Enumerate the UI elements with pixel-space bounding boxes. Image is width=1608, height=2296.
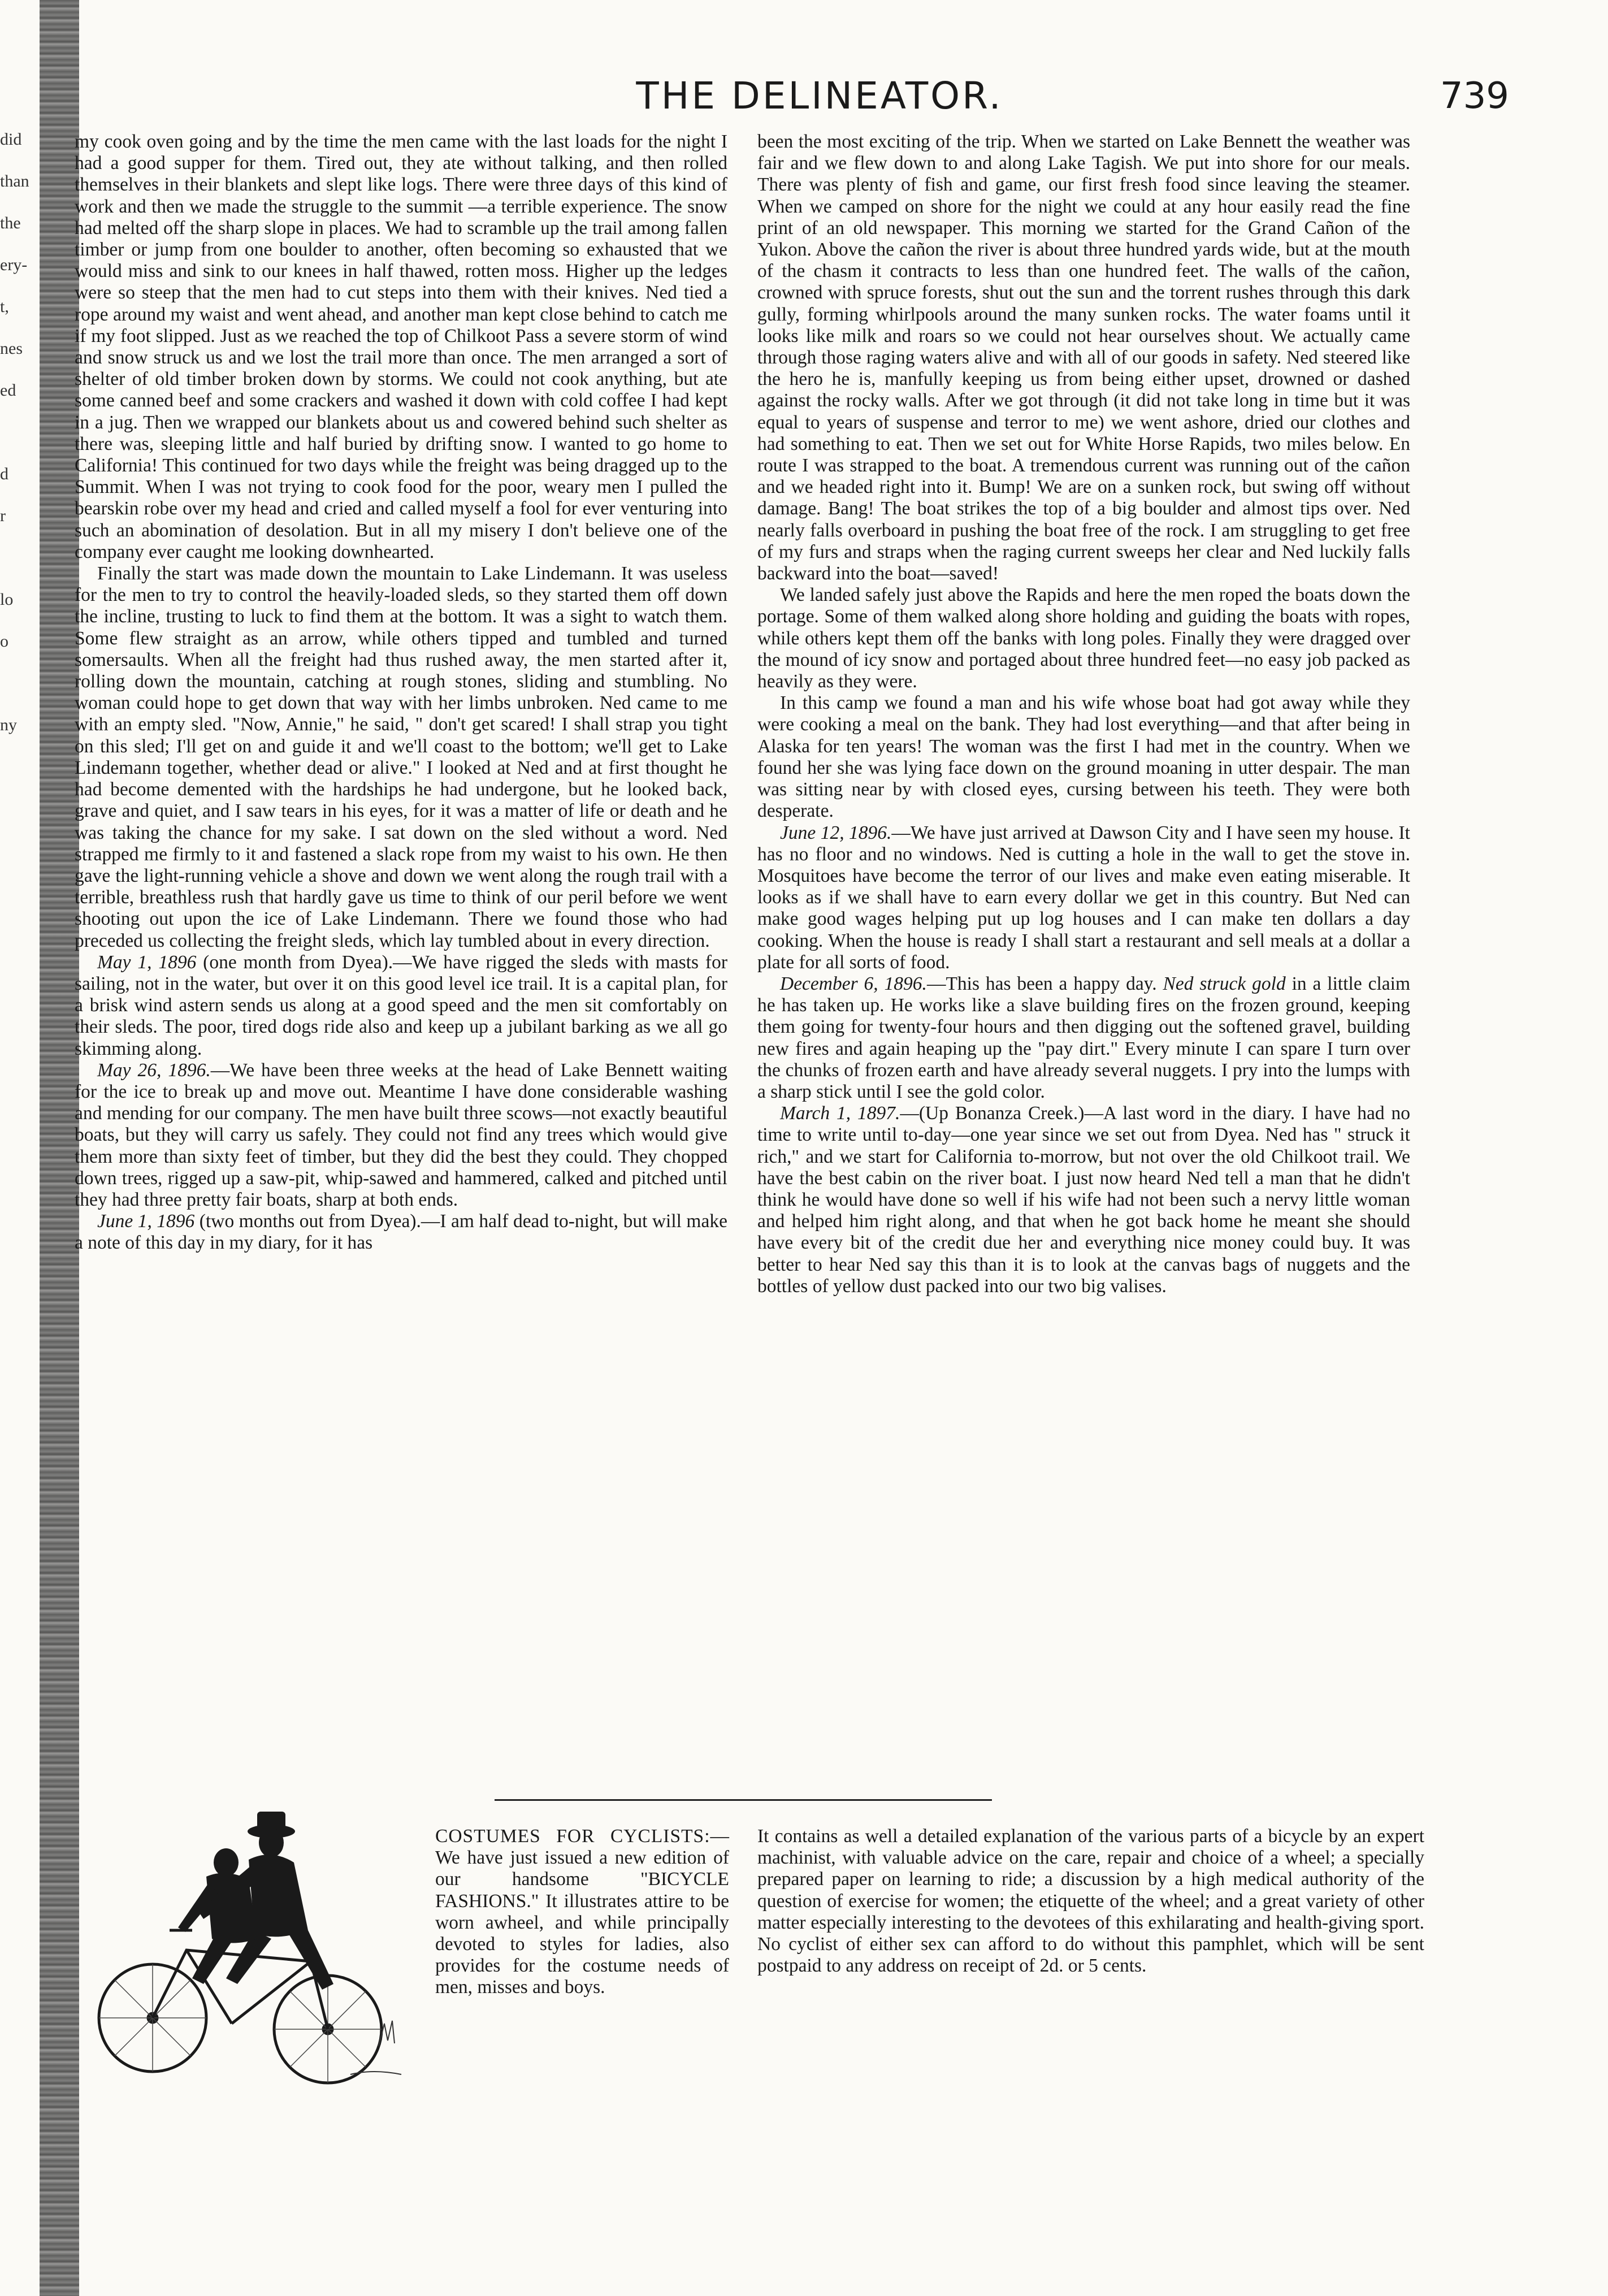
entry-text: (two months out from Dyea).—I am half dead to-night, but will make a note of this day in my diary, for it has xyxy=(75,1211,727,1254)
margin-fragment: ery- xyxy=(0,255,28,274)
margin-fragment: t, xyxy=(0,297,9,316)
margin-fragment: d xyxy=(0,465,8,483)
margin-fragment: lo xyxy=(0,590,14,609)
margin-fragment: the xyxy=(0,214,21,232)
diary-entry xyxy=(757,1103,1410,1297)
entry-text: in a little claim he has taken up. He works like a slave building fires on the frozen ground, keeping them going for twenty-four hours and then digging out the softened gravel, building new fires and again heaping up the "pay dirt." Every minute I can spare I turn over the chunks of frozen earth and have already several nuggets. I pry into the lumps with a sharp stick until I see the gold color. xyxy=(757,973,1410,1102)
margin-fragment: o xyxy=(0,632,8,651)
entry-emphasis: Ned struck gold xyxy=(1163,973,1286,994)
margin-fragment: than xyxy=(0,172,29,190)
entry-date: May 1, 1896 xyxy=(97,951,197,973)
advert-paragraph: It contains as well a detailed explanation of the various parts of a bicycle by an expert machinist, with valuable advice on the care, repair and choice of a wheel; a specially prepared paper on learning to ride; a discussion by a high medical authority of the question of exercise for women; the etiquette of the wheel; and a great variety of other matter especially interesting to the devotees of this exhilarating and health-giving sport. No cyclist of either sex can afford to do without this pamphlet, which will be sent postpaid to any address on receipt of 2d. or 5 cents. xyxy=(757,1826,1424,1977)
entry-date: June 1, 1896 xyxy=(97,1211,195,1232)
page-binding-edge xyxy=(40,0,79,2296)
diary-entry xyxy=(757,822,1410,973)
diary-entry xyxy=(75,952,727,1060)
paragraph: We landed safely just above the Rapids and here the men roped the boats down the portage. Some of them walked along shore holding and guiding the boats with ropes, while others kept them off the banks with long poles. Finally they were dragged over the mound of icy snow and portaged about three hundred feet—no easy job packed as heavily as they were. xyxy=(757,584,1410,692)
entry-text: —We have just arrived at Dawson City and I have seen my house. It has no floor and no windows. Ned is cutting a hole in the wall to get the stove in. Mosquitoes have become the terror of our lives and make even eating miserable. It looks as if we shall have to earn every dollar we get in this country. But Ned can make good wages helping put up log houses and I can make ten dollars a day cooking. When the house is ready I shall start a restaurant and sell meals at a dollar a plate for all sorts of food. xyxy=(757,822,1410,973)
diary-entry xyxy=(75,1211,727,1254)
entry-date: May 26, 1896. xyxy=(97,1059,211,1081)
previous-page-margin xyxy=(0,130,37,799)
margin-fragment xyxy=(0,757,37,777)
diary-entry xyxy=(757,973,1410,1103)
left-column xyxy=(75,131,727,1254)
advert-column-left xyxy=(435,1826,729,1999)
advert-column-right xyxy=(757,1826,1424,1977)
page-number: 739 xyxy=(1440,75,1509,117)
entry-text: —This has been a happy day. xyxy=(926,973,1163,994)
margin-fragment: ny xyxy=(0,716,17,734)
margin-fragment: did xyxy=(0,130,22,149)
paragraph: Finally the start was made down the mountain to Lake Lindemann. It was useless for the men to try to control the heavily-loaded sleds, so they started them off down the incline, trusting to luck to find them at the bottom. It was a sight to watch them. Some flew straight as an arrow, while others tipped and tumbled and turned somersaults. When all the freight had thus rushed away, the men started after it, rolling down the mountain, catching at rough stones, sliding and stumbling. No woman could hope to get down that way with her limbs unbroken. Ned came to me with an empty sled. "Now, Annie," he said, " don't get scared! I shall strap you tight on this sled; I'll get on and guide it and we'll coast to the bottom; we'll get to Lake Lindemann together, whether dead or alive." I looked at Ned and at first thought he had become demented with the hardships he had undergone, but he looked back, grave and quiet, and I saw tears in his eyes, for it was a matter of life or death and he was taking the chance for my sake. I sat down on the sled without a word. Ned strapped me firmly to it and fastened a slack rope from my waist to his own. He then gave the light-running vehicle a shove and down we went along the rough trail with a terrible, breathless rush that hardly gave us time to think of our peril before we went shooting out upon the ice of Lake Lindemann. There we found those who had preceded us collecting the freight sleds, which lay tumbled about in every direction. xyxy=(75,563,727,951)
entry-date: June 12, 1896. xyxy=(780,822,892,843)
paragraph: been the most exciting of the trip. When we started on Lake Bennett the weather was fair and we flew down to and along Lake Tagish. We put into shore for our meals. There was plenty of fish and game, our first fresh food since leaving the steamer. When we camped on shore for the night we could at any hour easily read the fine print of an old newspaper. This morning we started for the Grand Cañon of the Yukon. Above the cañon the river is about three hundred yards wide, but at the mouth of the chasm it contracts to less than one hundred feet. The walls of the cañon, crowned with spruce forests, shut out the sun and the torrent rushes through this dark gully, forming whirlpools around the many sunken rocks. The water foams until it looks like milk and roars so we could not hear ourselves shout. We actually came through those raging waters alive and with all of our goods in safety. Ned steered like the hero he is, manfully keeping us from being either upset, drowned or dashed against the rocky walls. After we got through (it did not take long in time but it was equal to years of suspense and terror to me) we went ashore, dried our clothes and had something to eat. Then we set out for White Horse Rapids, two miles below. En route I was strapped to the boat. A tremendous current was running out of the cañon and we headed right into it. Bump! We are on a sunken rock, but swing off without damage. Bang! The boat strikes the top of a big boulder and almost tips over. Ned nearly falls overboard in pushing the boat free of the rock. I am struggling to get free of my furs and straps when the raging current sweeps her clear and Ned luckily falls backward into the boat—saved! xyxy=(757,131,1410,584)
magazine-title: THE DELINEATOR. xyxy=(636,74,1003,118)
paragraph: my cook oven going and by the time the men came with the last loads for the night I had a good supper for them. Tired out, they ate without talking, and then rolled themselves in their blankets and slept like logs. There were three days of this kind of work and then we made the struggle to the summit —a terrible experience. The snow had melted off the sharp slope in places. We had to scramble up the trail among fallen timber or jump from one boulder to another, often becoming so exhausted that we would miss and sink to our knees in half thawed, rotten moss. Higher up the ledges were so steep that the men had to cut steps into them with their knives. Ned tied a rope around my waist and went ahead, and another man kept close behind to catch me if my foot slipped. Just as we reached the top of Chilkoot Pass a severe storm of wind and snow struck us and we lost the trail more than once. The men arranged a sort of shelter of old timber broken down by storms. We could not cook anything, but ate some canned beef and some crackers and washed it down with cold coffee I had kept in a jug. Then we wrapped our blankets about us and cowered behind such shelter as there was, sleeping little and half buried by drifting snow. I wanted to go home to California! This continued for two days while the freight was being dragged up to the Summit. When I was not trying to cook food for the poor, weary men I pulled the bearskin robe over my head and cried and called myself a fool for ever venturing into such an abomination of desolation. But in all my misery I don't believe one of the company ever caught me looking downhearted. xyxy=(75,131,727,562)
margin-fragment: ed xyxy=(0,381,16,400)
advert-paragraph xyxy=(435,1826,729,1999)
margin-fragment xyxy=(0,548,37,567)
entry-text: —(Up Bonanza Creek.)—A last word in the diary. I have had no time to write until to-day—one year since we set out from Dyea. Ned has " struck it rich," and we start for California to-morrow, but not over the old Chilkoot trail. We have the best cabin on the river boat. I just now heard Ned tell a man that he didn't think he would have done so well if his wife had not been such a nervy little woman and helped him right along, and that when he got back home he meant she should have every bit of the credit due her and everything nice money could buy. It was better to hear Ned say this than it is to look at the canvas bags of nuggets and the bottles of yellow dust packed into our two big valises. xyxy=(757,1103,1410,1297)
tandem-bicycle-illustration xyxy=(85,1809,418,2091)
paragraph: In this camp we found a man and his wife whose boat had got away while they were cooking a meal on the bank. They had lost everything—and that after being in Alaska for ten years! The woman was the first I had met in the country. When we found her she was lying face down on the ground moaning in utter despair. The man was sitting near by with closed eyes, cursing between his teeth. They were both desperate. xyxy=(757,692,1410,822)
margin-fragment xyxy=(0,423,37,442)
right-column xyxy=(757,131,1410,1297)
diary-entry xyxy=(75,1060,727,1211)
margin-fragment xyxy=(0,674,37,693)
entry-text: (one month from Dyea).—We have rigged the sleds with masts for sailing, not in the water, but over it on this good level ice trail. It is a capital plan, for a brisk wind astern sends us along at a good speed and the men sit comfortably on their sleds. The poor, tired dogs ride also and keep up a jubilant barking as we all go skimming along. xyxy=(75,951,727,1059)
margin-fragment: nes xyxy=(0,339,23,358)
advert-heading: COSTUMES FOR CYCLISTS: xyxy=(435,1826,710,1847)
entry-text: —We have been three weeks at the head of Lake Bennett waiting for the ice to break up and move out. Meantime I have done considerable washing and mending for our company. The men have built three scows—not exactly beautiful boats, but they will carry us safely. They could not find any trees which would give them more than sixty feet of timber, but they did the best they could. They chopped down trees, rigged up a saw-pit, whip-sawed and hammered, calked and pitched until they had three pretty fair boats, sharp at both ends. xyxy=(75,1059,727,1210)
entry-date: March 1, 1897. xyxy=(780,1103,900,1124)
entry-date: December 6, 1896. xyxy=(780,973,927,994)
page-header xyxy=(85,73,1554,124)
advert-text: —We have just issued a new edition of our handsome "BICYCLE FASHIONS." It illustrates attire to be worn awheel, and while principally devoted to styles for ladies, also provides for the costume needs of men, misses and boys. xyxy=(435,1826,729,1998)
section-divider xyxy=(495,1799,992,1801)
margin-fragment: r xyxy=(0,506,6,525)
